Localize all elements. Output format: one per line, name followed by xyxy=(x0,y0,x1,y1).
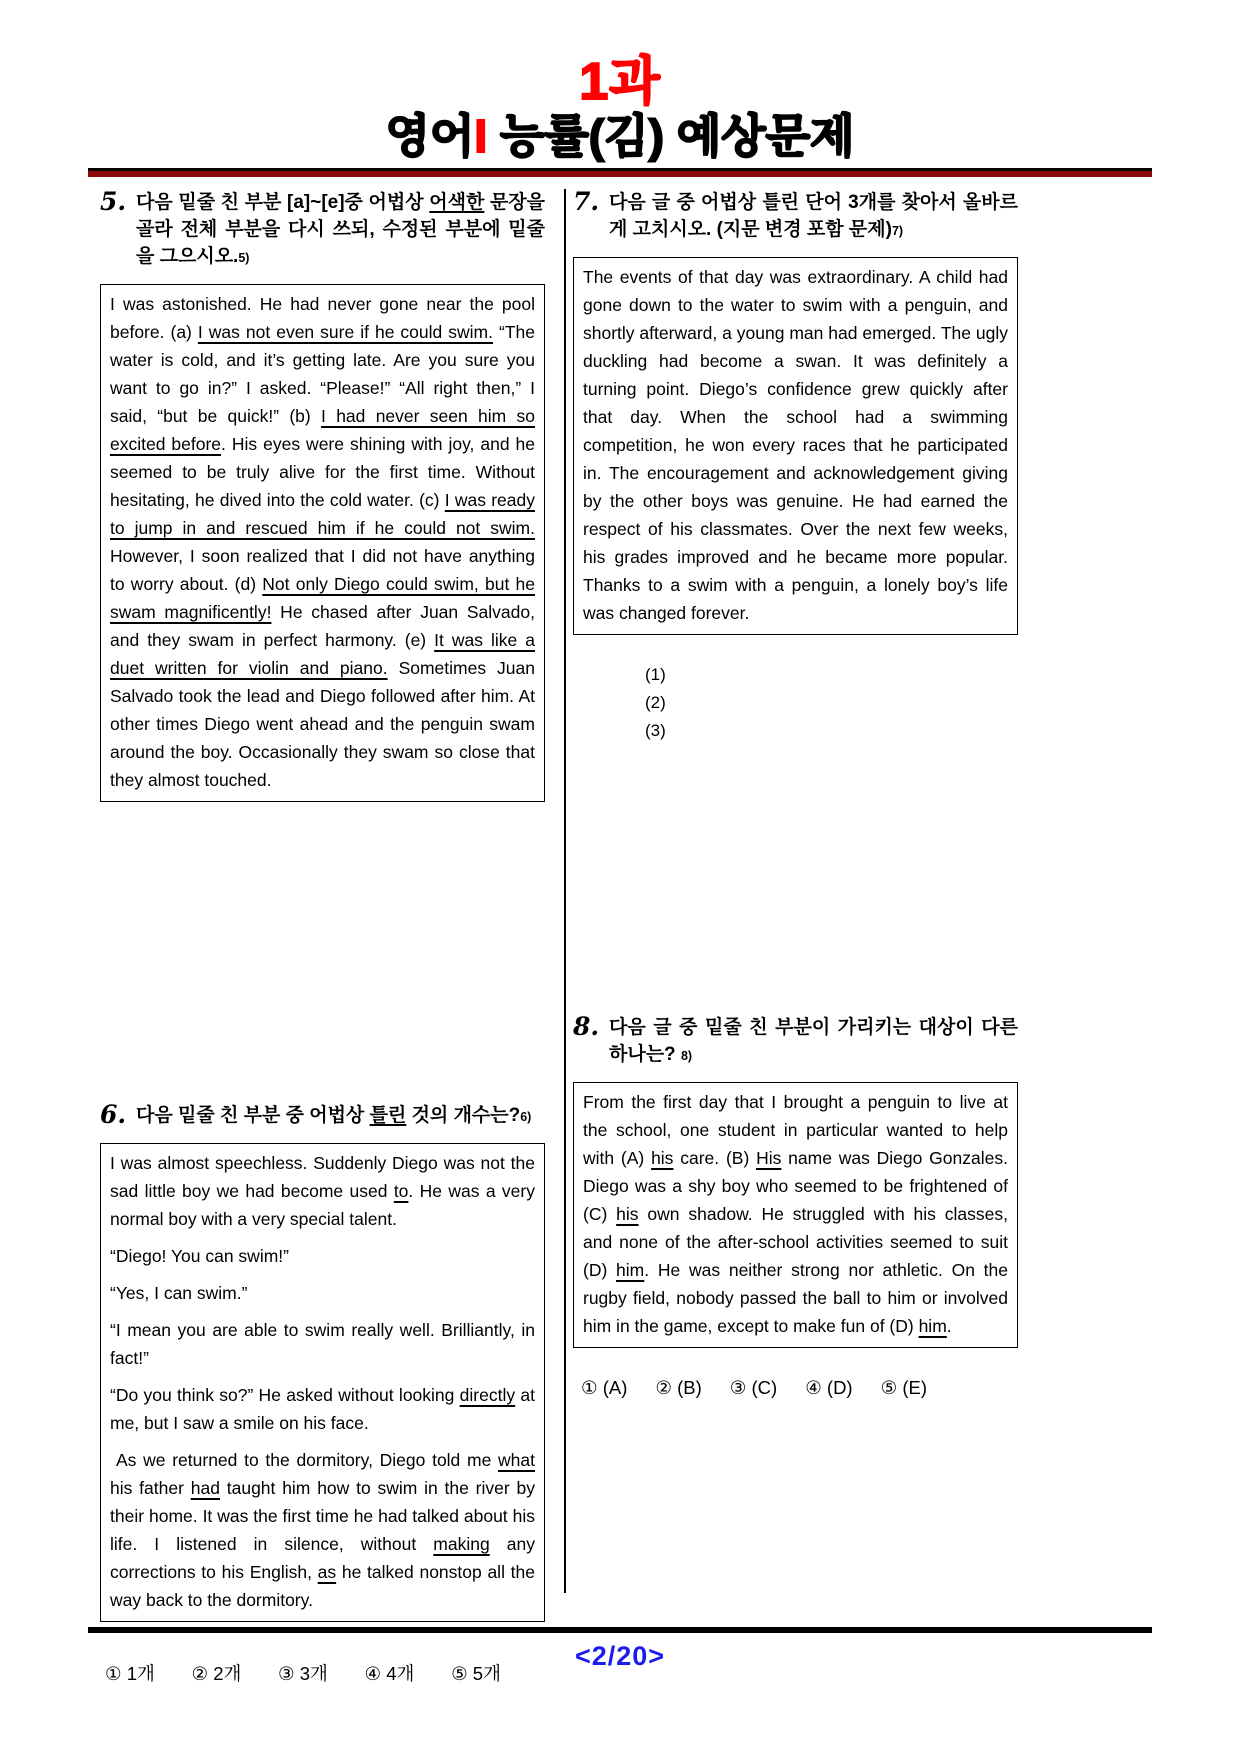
prompt-text: 다음 글 중 밑줄 친 부분이 가리키는 대상이 다른 하나는? xyxy=(609,1017,1018,1066)
answer-line: (1) xyxy=(645,665,666,685)
option: ④ 4개 xyxy=(364,1663,415,1685)
prompt-text: 다음 밑줄 친 부분 중 어법상 틀린 것의 개수는? xyxy=(136,1105,521,1127)
question-prompt xyxy=(136,189,545,272)
column-divider xyxy=(564,189,566,1593)
option: ② 2개 xyxy=(191,1663,242,1685)
title-rule xyxy=(88,168,1152,177)
question-6 xyxy=(100,1102,545,1686)
passage-paragraph: “Diego! You can swim!” xyxy=(110,1246,289,1267)
question-7 xyxy=(573,189,1018,744)
footnote-marker: 6) xyxy=(520,1110,532,1125)
passage-text: The events of that day was extraordinary. A child had gone down to the water to swim with a penguin, and shortly afterward, a young man had emerged. The ugly duckling had become a swan. It was definitely a turning point. Diego’s confidence grew quickly after that day. When the school had a swimming competition, he won every races that he participated in. The encouragement and acknowledgement giving by the other boys was genuine. He had earned the respect of his classmates. Over the next few weeks, his grades improved and he became more popular. Thanks to a swim with a penguin, a lonely boy’s life was changed forever. xyxy=(583,267,1008,624)
answer-line: (2) xyxy=(645,693,666,713)
footnote-marker: 7) xyxy=(891,224,904,239)
answer-options xyxy=(581,1376,927,1400)
question-number: 5. xyxy=(100,187,127,217)
passage-box xyxy=(573,257,1018,635)
option: ③ (C) xyxy=(729,1377,778,1399)
passage-box xyxy=(573,1082,1018,1348)
question-8 xyxy=(573,1014,1018,1400)
title-suffix: 능률(김) 예상문제 xyxy=(487,110,855,162)
lesson-number: 1과 xyxy=(579,53,661,111)
prompt-text: 다음 글 중 어법상 틀린 단어 3개를 찾아서 올바르게 고치시오. (지문 변경 포함 문제) xyxy=(609,192,1018,241)
passage-box xyxy=(100,1143,545,1622)
answer-line: (3) xyxy=(645,721,666,741)
passage-text: From the first day that I brought a penguin to live at the school, one student in particular wanted to help with (A) his care. (B) His name was Diego Gonzales. Diego was a shy boy who seemed to be frightened of (C) his own shadow. He struggled with his classes, and none of the after-school activities seemed to suit (D) him. He was neither strong nor athletic. On the rugby field, nobody passed the ball to him or involved him in the game, except to make fun of (D) him. xyxy=(583,1092,1009,1337)
option: ② (B) xyxy=(655,1377,702,1399)
option: ① (A) xyxy=(581,1377,628,1399)
option: ③ 3개 xyxy=(278,1663,328,1685)
option: ⑤ 5개 xyxy=(451,1663,501,1685)
answer-lines xyxy=(645,661,1018,744)
passage-paragraph: “I mean you are able to swim really well. Brilliantly, in fact!” xyxy=(110,1320,535,1369)
question-8-head xyxy=(573,1014,1018,1070)
page-title xyxy=(0,112,1240,160)
passage-paragraph: I was almost speechless. Suddenly Diego was not the sad little boy we had become used to. He was a very normal boy with a very special talent. xyxy=(110,1153,535,1230)
page-number: <2/20> xyxy=(574,1641,666,1672)
question-prompt xyxy=(609,189,1018,245)
page-header xyxy=(0,0,1240,177)
question-number: 7. xyxy=(573,187,600,217)
question-prompt xyxy=(136,1102,545,1131)
footnote-marker: 5) xyxy=(238,251,250,266)
title-prefix: 영어 xyxy=(385,110,475,162)
passage-paragraph: As we returned to the dormitory, Diego told me what his father had taught him how to swim in the river by their home. It was the first time he had talked about his life. I listened in silence, without making any corrections to his English, as he talked nonstop all the way back to the dormitory. xyxy=(110,1450,535,1611)
answer-options xyxy=(105,1662,501,1686)
passage-paragraph: “Do you think so?” He asked without looking directly at me, but I saw a smile on his face. xyxy=(110,1385,535,1434)
passage-text: I was astonished. He had never gone near the pool before. (a) I was not even sure if he could swim. “The water is cold, and it’s getting late. Are you sure you want to go in?” I asked. “Please!” “All right then,” I said, “but be quick!” (b) I had never seen him so excited before. His eyes were shining with joy, and he seemed to be truly alive for the first time. Without hesitating, he dived into the cold water. (c) I was ready to jump in and rescued him if he could not swim. However, I soon realized that I did not have anything to worry about. (d) Not only Diego could swim, but he swam magnificently! He chased after Juan Salvado, and they swam in perfect harmony. (e) It was like a duet written for violin and piano. Sometimes Juan Salvado took the lead and Diego followed after him. At other times Diego went ahead and the penguin swam around the boy. Occasionally they swam so close that they almost touched. xyxy=(110,294,536,791)
question-6-head xyxy=(100,1102,545,1131)
prompt-text: 다음 밑줄 친 부분 [a]~[e]중 어법상 어색한 문장을 골라 전체 부분을 다시 쓰되, 수정된 부분에 밑줄을 그으시오. xyxy=(136,192,546,268)
question-5-head xyxy=(100,189,545,272)
option: ① 1개 xyxy=(105,1663,155,1685)
question-number: 6. xyxy=(100,1100,127,1130)
footnote-marker: 8) xyxy=(680,1049,693,1064)
question-7-head xyxy=(573,189,1018,245)
option: ④ (D) xyxy=(805,1377,853,1399)
passage-box xyxy=(100,284,545,802)
title-accent: I xyxy=(474,110,488,162)
question-5 xyxy=(100,189,545,802)
option: ⑤ (E) xyxy=(880,1377,927,1399)
question-number: 8. xyxy=(573,1012,600,1042)
question-prompt xyxy=(609,1014,1018,1070)
right-column xyxy=(573,189,1018,1593)
passage-paragraph: “Yes, I can swim.” xyxy=(110,1283,248,1304)
left-column xyxy=(100,187,546,1685)
